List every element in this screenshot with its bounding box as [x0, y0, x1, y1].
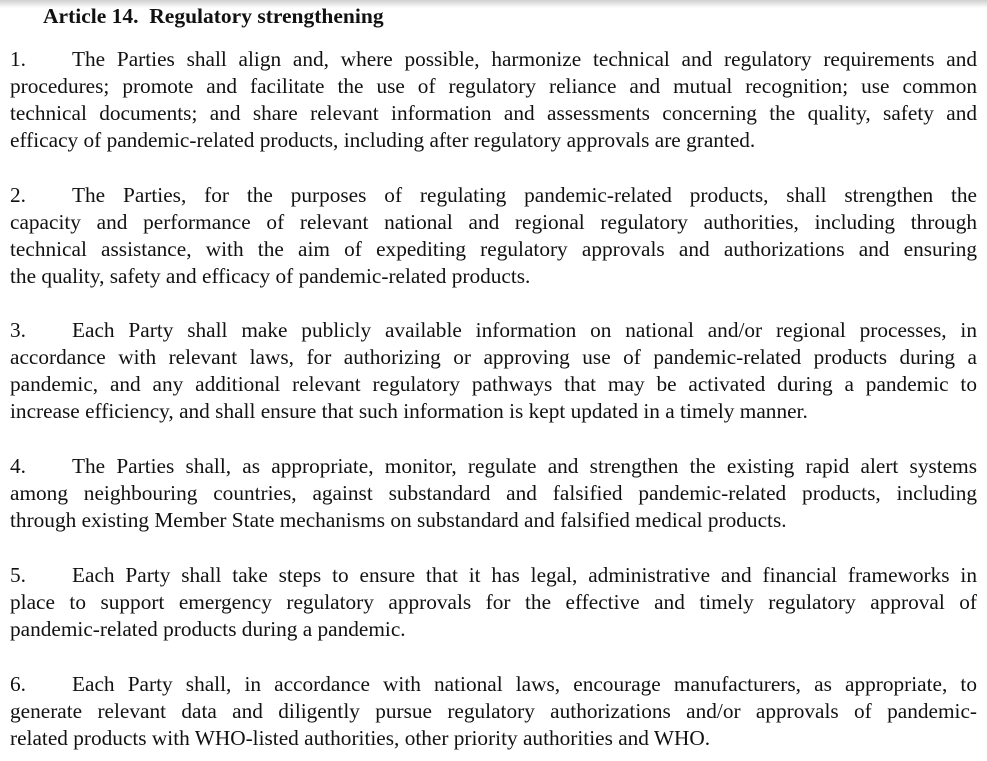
paragraph-text: The Parties shall align and, where possible, harmonize technical and regulatory requirements and: [72, 47, 977, 71]
paragraph-3: [10, 317, 977, 425]
paragraph-line: the quality, safety and efficacy of pandemic-related products.: [10, 264, 531, 288]
paragraph-number: 6.: [10, 672, 26, 696]
paragraph-1: [10, 46, 977, 154]
paragraph-4: [10, 453, 977, 534]
paragraph-number: 1.: [10, 47, 26, 71]
paragraph-line: capacity and performance of relevant national and regional regulatory authorities, including through: [10, 210, 977, 234]
paragraph-number: 5.: [10, 563, 26, 587]
paragraph-line: [10, 182, 977, 209]
paragraph-line: pandemic, and any additional relevant regulatory pathways that may be activated during a pandemic to: [10, 372, 977, 396]
paragraph-6: [10, 671, 977, 752]
paragraph-text: Each Party shall, in accordance with national laws, encourage manufacturers, as appropriate, to: [72, 672, 977, 696]
article-heading: Article 14. Regulatory strengthening: [43, 4, 384, 28]
paragraph-line: pandemic-related products during a pandemic.: [10, 617, 406, 641]
paragraph-line: efficacy of pandemic-related products, including after regulatory approvals are granted.: [10, 128, 756, 152]
paragraph-line: [10, 46, 977, 73]
paragraph-number: 2.: [10, 183, 26, 207]
paragraph-line: technical assistance, with the aim of expediting regulatory approvals and authorizations and ensuring: [10, 237, 977, 261]
paragraph-line: [10, 562, 977, 589]
paragraph-line: through existing Member State mechanisms on substandard and falsified medical products.: [10, 508, 787, 532]
paragraph-2: [10, 182, 977, 290]
paragraph-text: Each Party shall take steps to ensure that it has legal, administrative and financial frameworks in: [72, 563, 977, 587]
paragraph-line: related products with WHO-listed authorities, other priority authorities and WHO.: [10, 726, 711, 750]
paragraph-text: The Parties, for the purposes of regulating pandemic-related products, shall strengthen the: [72, 183, 977, 207]
paragraph-line: [10, 317, 977, 344]
paragraph-line: technical documents; and share relevant information and assessments concerning the quality, safety and: [10, 101, 977, 125]
paragraph-line: place to support emergency regulatory approvals for the effective and timely regulatory approval of: [10, 590, 977, 614]
paragraph-line: [10, 453, 977, 480]
paragraph-line: among neighbouring countries, against substandard and falsified pandemic-related products, including: [10, 481, 977, 505]
paragraph-line: [10, 671, 977, 698]
paragraph-number: 3.: [10, 318, 26, 342]
paragraph-number: 4.: [10, 454, 26, 478]
paragraph-text: The Parties shall, as appropriate, monitor, regulate and strengthen the existing rapid alert systems: [72, 454, 977, 478]
paragraph-line: procedures; promote and facilitate the use of regulatory reliance and mutual recognition; use common: [10, 74, 977, 98]
paragraph-line: generate relevant data and diligently pursue regulatory authorizations and/or approvals of pandemic-: [10, 699, 977, 723]
paragraph-line: accordance with relevant laws, for authorizing or approving use of pandemic-related products during a: [10, 345, 977, 369]
paragraph-text: Each Party shall make publicly available information on national and/or regional processes, in: [72, 318, 977, 342]
paragraph-line: increase efficiency, and shall ensure that such information is kept updated in a timely manner.: [10, 399, 808, 423]
paragraph-5: [10, 562, 977, 643]
